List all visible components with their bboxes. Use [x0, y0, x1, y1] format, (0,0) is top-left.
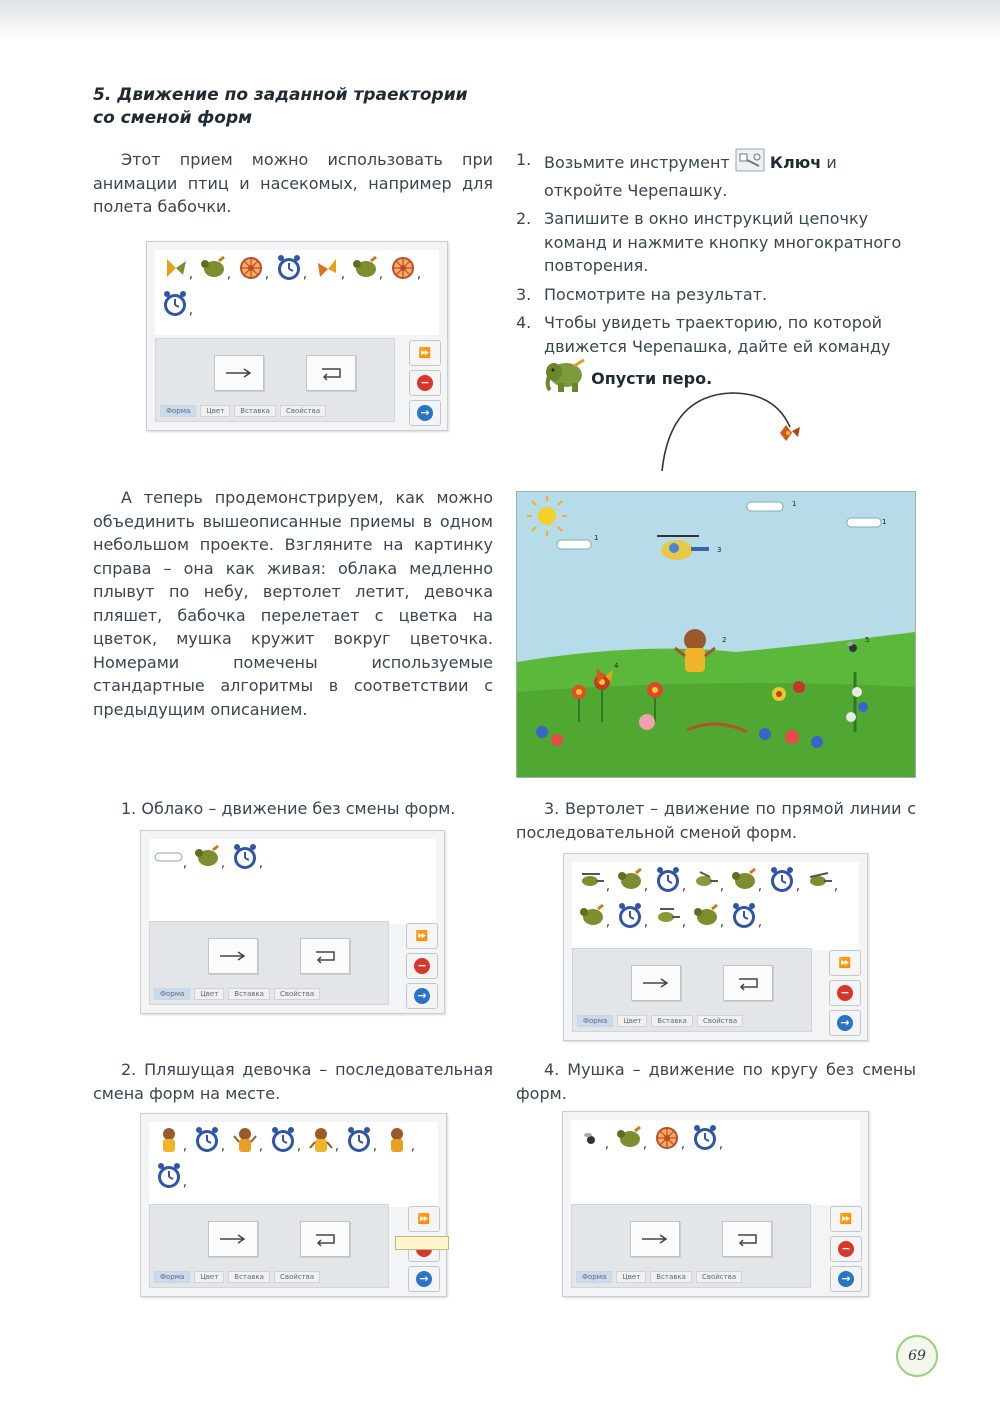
play-icon: →: [838, 1271, 854, 1287]
cloud-icon: [557, 540, 591, 549]
section-heading: 5. Движение по заданной траектории со сменой форм: [93, 85, 468, 128]
stop-button[interactable]: [406, 953, 438, 979]
turtle-forward-icon[interactable]: [688, 900, 724, 932]
run-once-button[interactable]: [208, 938, 258, 974]
tab-props[interactable]: Свойства: [697, 1015, 743, 1027]
wheel-turn-icon[interactable]: [233, 252, 269, 284]
tab-color[interactable]: Цвет: [617, 1015, 647, 1027]
turtle-forward2-icon[interactable]: [347, 252, 383, 284]
project-scene: [516, 491, 916, 778]
fast-forward-button[interactable]: [830, 1206, 862, 1232]
tab-color[interactable]: Цвет: [200, 405, 230, 417]
clock-wait-icon[interactable]: [227, 841, 263, 873]
turtle-forward-icon[interactable]: [612, 864, 648, 896]
tab-insert[interactable]: Вставка: [234, 405, 276, 417]
play-button[interactable]: [829, 1010, 861, 1036]
marker-5: 5: [865, 636, 870, 644]
fast-forward-button[interactable]: [829, 950, 861, 976]
turtle-forward-icon[interactable]: [195, 252, 231, 284]
play-icon: →: [837, 1015, 853, 1031]
butterfly-shape2-icon[interactable]: [309, 252, 345, 284]
tab-insert[interactable]: Вставка: [650, 1271, 692, 1283]
repeat-button[interactable]: [306, 355, 356, 391]
caption-fly: 4. Мушка – движение по кругу без смены форм.: [516, 1060, 916, 1103]
caption-cloud: 1. Облако – движение без смены форм.: [121, 799, 456, 818]
clock-wait-icon[interactable]: [726, 900, 762, 932]
loop-icon: [310, 1229, 340, 1249]
girl-shape-icon[interactable]: [151, 1124, 187, 1156]
girl-shape3-icon[interactable]: [303, 1124, 339, 1156]
editor-girl: [140, 1113, 447, 1297]
editor-cloud: [140, 830, 445, 1014]
tab-props[interactable]: Свойства: [274, 1271, 320, 1283]
fly-shape-icon[interactable]: [573, 1122, 609, 1154]
clock-wait-icon[interactable]: [151, 1160, 187, 1192]
pen-down-command: Опусти перо.: [591, 368, 713, 388]
fast-forward-button[interactable]: [409, 340, 441, 366]
play-button[interactable]: [406, 983, 438, 1009]
project-paragraph: А теперь продемонстрируем, как можно объединить вышеописанные приемы в одном небольшом проекте. Взгляните на картинку справа – она как живая: облака медленно плывут по небу, вертолет летит, девочка пляшет, бабочка перелетает с цветка на цветок, мушка кружит вокруг цветочка. Номерами помечены используемые стандартные алгоритмы в соответствии с предыдущим описанием.: [93, 488, 493, 719]
fast-forward-icon: ⏩: [838, 957, 852, 969]
wheel-turn-icon[interactable]: [649, 1122, 685, 1154]
wheel-turn2-icon[interactable]: [385, 252, 421, 284]
tab-props[interactable]: Свойства: [696, 1271, 742, 1283]
tab-insert[interactable]: Вставка: [651, 1015, 693, 1027]
tab-shape[interactable]: Форма: [577, 1015, 613, 1027]
repeat-button[interactable]: [300, 938, 350, 974]
stop-icon: −: [838, 1241, 854, 1257]
stop-icon: −: [837, 985, 853, 1001]
key-tool-icon: [735, 148, 765, 179]
clock-wait-icon[interactable]: [265, 1124, 301, 1156]
play-button[interactable]: [830, 1266, 862, 1292]
step-3: 3. Посмотрите на результат.: [516, 284, 768, 304]
fast-forward-button[interactable]: [408, 1206, 440, 1232]
page-number: 69: [896, 1335, 938, 1377]
turtle-forward-icon[interactable]: [574, 900, 610, 932]
tab-shape[interactable]: Форма: [154, 1271, 190, 1283]
play-icon: →: [416, 1271, 432, 1287]
fast-forward-icon: ⏩: [418, 347, 432, 359]
tab-shape[interactable]: Форма: [154, 988, 190, 1000]
arrow-right-icon: [218, 1233, 248, 1245]
run-once-button[interactable]: [214, 355, 264, 391]
step-4: 4. Чтобы увидеть траекторию, по которой движется Черепашка, дайте ей команду Опусти перо.: [516, 311, 916, 401]
button-tooltip: [395, 1236, 449, 1250]
run-once-button[interactable]: [630, 1221, 680, 1257]
clock-wait2-icon[interactable]: [157, 288, 193, 320]
stop-icon: −: [414, 958, 430, 974]
play-button[interactable]: [408, 1266, 440, 1292]
stop-button[interactable]: [830, 1236, 862, 1262]
fast-forward-button[interactable]: [406, 923, 438, 949]
clock-wait-icon[interactable]: [271, 252, 307, 284]
steps-list: [516, 148, 916, 406]
loop-icon: [733, 973, 763, 993]
editor-helicopter: [563, 853, 868, 1041]
loop-icon: [310, 946, 340, 966]
loop-icon: [316, 363, 346, 383]
butterfly-icon: [780, 425, 800, 441]
stop-button[interactable]: [409, 370, 441, 396]
cloud-icon: [747, 502, 783, 511]
clock-wait-icon[interactable]: [612, 900, 648, 932]
turtle-forward-icon[interactable]: [726, 864, 762, 896]
tab-color[interactable]: Цвет: [616, 1271, 646, 1283]
turtle-forward-icon[interactable]: [611, 1122, 647, 1154]
stop-button[interactable]: [829, 980, 861, 1006]
play-icon: →: [414, 988, 430, 1004]
marker-3: 3: [717, 546, 722, 554]
command-row: [157, 252, 437, 320]
arrow-right-icon: [640, 1233, 670, 1245]
helicopter-shape2-icon[interactable]: [688, 864, 724, 896]
cloud-icon: [847, 518, 881, 527]
tab-insert[interactable]: Вставка: [228, 1271, 270, 1283]
tab-props[interactable]: Свойства: [274, 988, 320, 1000]
key-tool-name: Ключ: [769, 152, 822, 172]
fast-forward-icon: ⏩: [839, 1213, 853, 1225]
clock-wait-icon[interactable]: [687, 1122, 723, 1154]
turtle-forward-icon[interactable]: [189, 841, 225, 873]
arrow-right-icon: [218, 950, 248, 962]
tab-color[interactable]: Цвет: [194, 1271, 224, 1283]
girl-shape2-icon[interactable]: [227, 1124, 263, 1156]
fast-forward-icon: ⏩: [415, 930, 429, 942]
run-once-button[interactable]: [208, 1221, 258, 1257]
helicopter-shape-icon[interactable]: [574, 864, 610, 896]
butterfly-shape-icon[interactable]: [157, 252, 193, 284]
intro-paragraph: Этот прием можно использовать при анимации птиц и насекомых, например для полета бабочки.: [93, 150, 493, 216]
page-top-shadow: [0, 0, 1000, 40]
tab-props[interactable]: Свойства: [280, 405, 326, 417]
clock-wait-icon[interactable]: [650, 864, 686, 896]
play-button[interactable]: [409, 400, 441, 426]
arrow-right-icon: [224, 367, 254, 379]
caption-helicopter: 3. Вертолет – движение по прямой линии с последовательной сменой форм.: [516, 799, 916, 842]
step-2: 2. Запишите в окно инструкций цепочку команд и нажмите кнопку многократного повторения.: [516, 209, 902, 275]
step-1: 1. Возьмите инструмент Ключ и откройте Черепашку.: [516, 150, 837, 200]
caption-girl: 2. Пляшущая девочка – последовательная смена форм на месте.: [93, 1060, 493, 1103]
marker-4: 4: [614, 662, 619, 670]
repeat-button[interactable]: [723, 965, 773, 1001]
trajectory-arc: [650, 385, 820, 475]
clock-wait-icon[interactable]: [189, 1124, 225, 1156]
editor-fly: [562, 1111, 869, 1297]
repeat-button[interactable]: [300, 1221, 350, 1257]
stop-icon: −: [417, 375, 433, 391]
marker-1: 1: [792, 500, 797, 508]
marker-1: 1: [882, 518, 887, 526]
cloud-shape-icon[interactable]: [151, 841, 187, 873]
button-panel: [155, 338, 395, 422]
helicopter-shape3-icon[interactable]: [802, 864, 838, 896]
repeat-button[interactable]: [722, 1221, 772, 1257]
helicopter-shape4-icon[interactable]: [650, 900, 686, 932]
marker-2: 2: [722, 636, 727, 644]
clock-wait-icon[interactable]: [341, 1124, 377, 1156]
tab-shape[interactable]: Форма: [160, 405, 196, 417]
tab-shape[interactable]: Форма: [576, 1271, 612, 1283]
tab-color[interactable]: Цвет: [194, 988, 224, 1000]
arrow-right-icon: [641, 977, 671, 989]
girl-shape4-icon[interactable]: [379, 1124, 415, 1156]
clock-wait-icon[interactable]: [764, 864, 800, 896]
editor-tabs: [160, 405, 390, 417]
run-once-button[interactable]: [631, 965, 681, 1001]
fast-forward-icon: ⏩: [417, 1213, 431, 1225]
marker-1: 1: [594, 534, 599, 542]
editor-butterfly: [146, 241, 448, 431]
loop-icon: [732, 1229, 762, 1249]
play-icon: →: [417, 405, 433, 421]
elephant-pen-icon: [544, 358, 586, 401]
tab-insert[interactable]: Вставка: [228, 988, 270, 1000]
